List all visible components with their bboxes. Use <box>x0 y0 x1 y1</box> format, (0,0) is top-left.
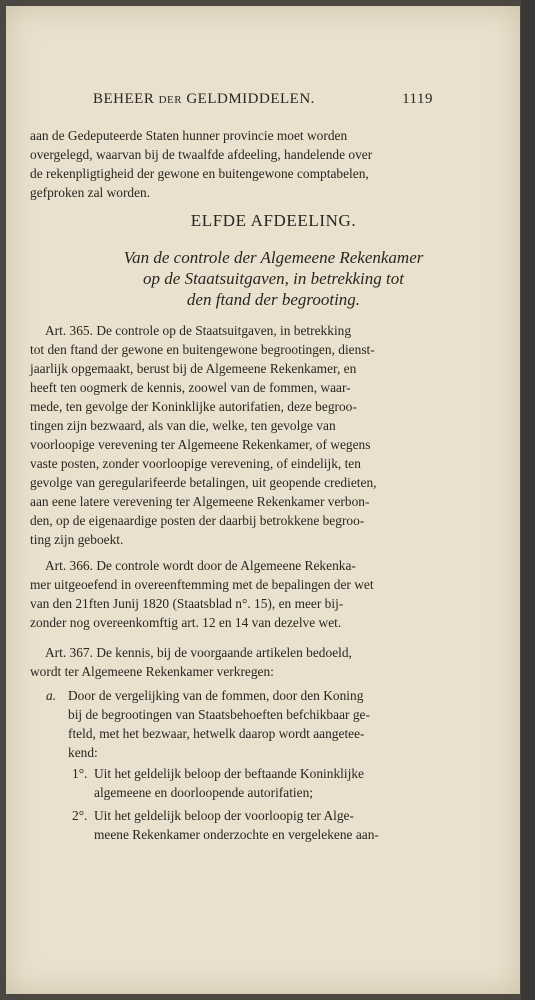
text-line: mer uitgeoefend in overeenftemming met de bepalingen der wet <box>30 577 374 592</box>
text-line: tingen zijn bezwaard, als van die, welke, ten gevolge van <box>30 418 336 433</box>
text-line: meene Rekenkamer onderzochte en vergelekene aan- <box>94 827 379 842</box>
article-367 <box>30 643 420 681</box>
text-line: jaarlijk opgemaakt, berust bij de Algemeene Rekenkamer, en <box>30 361 357 376</box>
sub-marker: 2°. <box>72 808 88 823</box>
text-line: overgelegd, waarvan bij de twaalfde afdeeling, handelende over <box>30 147 373 162</box>
text-line: den, op de eigenaardige posten der daarbij betrokkene begroo- <box>30 513 365 528</box>
text-line: vaste posten, zonder voorloopige verevening, of eindelijk, ten <box>30 456 361 471</box>
text-line: Uit het geldelijk beloop der beftaande Koninklijke <box>94 766 364 781</box>
text-line: zonder nog overeenkomftig art. 12 en 14 van dezelve wet. <box>30 615 342 630</box>
page-number: 1119 <box>402 91 433 107</box>
sub-item-2 <box>72 806 427 844</box>
subtitle-line: Van de controle der Algemeene Rekenkamer <box>123 248 424 267</box>
text-line: mede, ten gevolge der Koninklijke autorifatien, deze begroo- <box>30 399 357 414</box>
subtitle-line: den ftand der begrooting. <box>186 290 361 309</box>
running-title-part2: GELDMIDDELEN. <box>186 91 315 107</box>
text-line: Art. 366. De controle wordt door de Algemeene Rekenka- <box>45 558 356 573</box>
scan-edge <box>521 0 535 1000</box>
text-line: aan de Gedeputeerde Staten hunner provincie moet worden <box>30 128 348 143</box>
text-line: bij de begrootingen van Staatsbehoeften befchikbaar ge- <box>68 707 370 722</box>
article-366 <box>30 556 420 632</box>
text-line: gefproken zal worden. <box>30 185 151 200</box>
sub-item-1 <box>72 764 427 802</box>
section-subtitle <box>6 247 535 310</box>
article-365 <box>30 321 420 549</box>
text-line: Art. 365. De controle op de Staatsuitgaven, in betrekking <box>45 323 352 338</box>
intro-paragraph <box>30 126 420 202</box>
text-line: Uit het geldelijk beloop der voorloopig ter Alge- <box>94 808 354 823</box>
text-line: ting zijn geboekt. <box>30 532 124 547</box>
text-line: wordt ter Algemeene Rekenkamer verkregen: <box>30 664 274 679</box>
text-line: fteld, met het bezwaar, hetwelk daarop wordt aangetee- <box>68 726 365 741</box>
book-page <box>6 6 520 994</box>
running-title-small: DER <box>158 94 183 106</box>
text-line: algemeene en doorloopende autorifatien; <box>94 785 313 800</box>
running-title <box>93 91 315 108</box>
text-line: Door de vergelijking van de fommen, door den Koning <box>68 688 364 703</box>
text-line: tot den ftand der gewone en buitengewone begrootingen, dienst- <box>30 342 375 357</box>
text-line: Art. 367. De kennis, bij de voorgaande artikelen bedoeld, <box>45 645 352 660</box>
text-line: de rekenpligtigheid der gewone en buitengewone comptabelen, <box>30 166 369 181</box>
section-title: ELFDE AFDEELING. <box>190 211 357 230</box>
list-marker: a. <box>46 688 57 703</box>
text-line: van den 21ften Junij 1820 (Staatsblad n°. 15), en meer bij- <box>30 596 344 611</box>
text-line: kend: <box>68 745 98 760</box>
text-line: heeft ten oogmerk de kennis, zoowel van de fommen, waar- <box>30 380 351 395</box>
text-line: voorloopige verevening ter Algemeene Rekenkamer, of wegens <box>30 437 371 452</box>
text-line: aan eene latere verevening ter Algemeene Rekenkamer verbon- <box>30 494 370 509</box>
subtitle-line: op de Staatsuitgaven, in betrekking tot <box>143 269 404 288</box>
running-title-part1: BEHEER <box>93 91 155 107</box>
sub-marker: 1°. <box>72 766 88 781</box>
list-item-a <box>46 686 421 762</box>
text-line: gevolge van geregularifeerde betalingen, uit geopende credieten, <box>30 475 377 490</box>
